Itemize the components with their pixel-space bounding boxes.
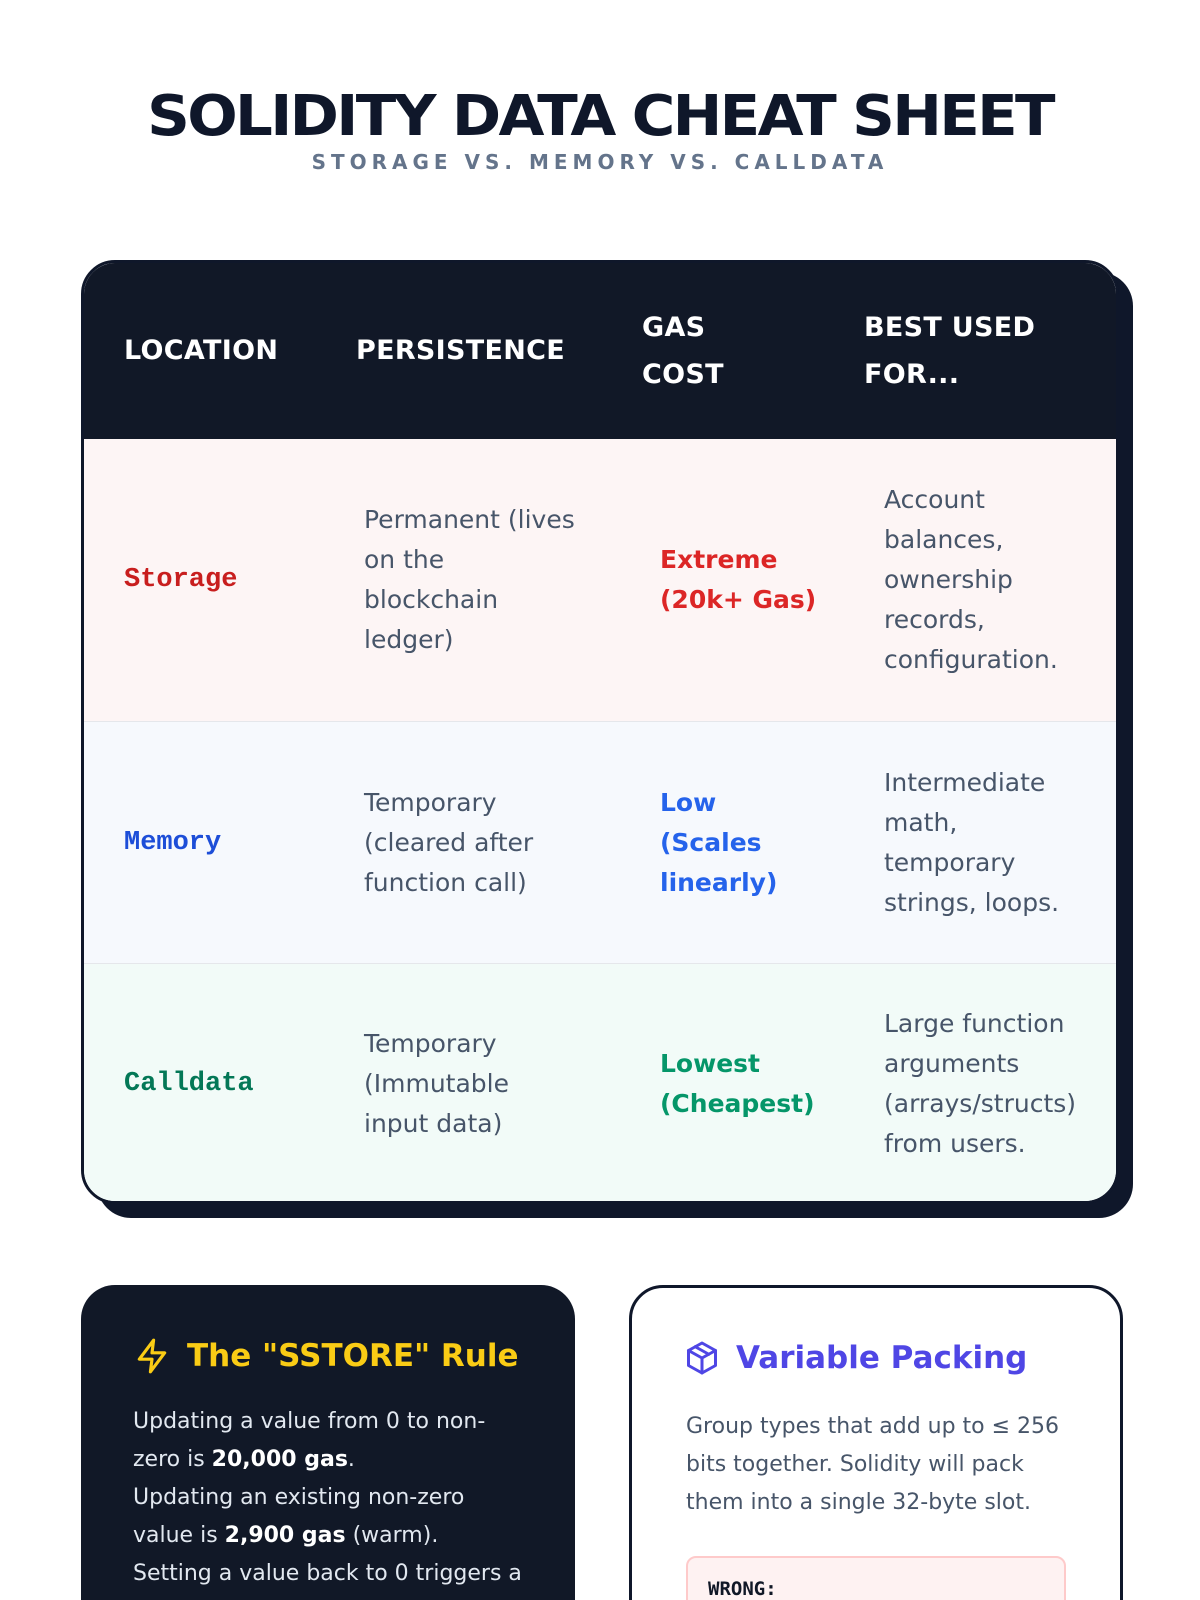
gas-cost-cell [660,439,870,721]
persistence-line: function call) [364,867,527,897]
sstore-gas-value: 2,900 gas [224,1523,346,1548]
sstore-card-title: The "SSTORE" Rule [187,1338,519,1374]
wrong-example-box [686,1556,1066,1600]
sstore-line: Setting a value back to 0 triggers a [133,1561,522,1586]
packing-line: Group types that add up to ≤ 256 [686,1414,1060,1439]
best-used-line: balances, [884,525,1004,554]
best-used-line: from users. [884,1128,1026,1158]
comparison-table [81,260,1119,1204]
gas-cost-line: Lowest [660,1048,760,1078]
persistence-cell [364,439,604,721]
gas-cost-line: (20k+ Gas) [660,585,817,614]
column-header-gas-cost [642,304,724,398]
best-used-line: strings, loops. [884,887,1060,917]
best-used-line: Large function [884,1008,1065,1038]
persistence-line: (Immutable [364,1068,509,1098]
page-title: SOLIDITY DATA CHEAT SHEET [147,84,1053,149]
persistence-line: blockchain [364,585,499,614]
packing-card-title: Variable Packing [736,1340,1028,1376]
best-used-line: math, [884,807,958,837]
sstore-rule-card [81,1285,575,1600]
column-header-location-label: LOCATION [124,335,279,366]
sstore-line: Updating a value from 0 to non- [133,1409,486,1434]
best-used-cell [884,722,1104,963]
column-header-gas-cost-line1: GAS [642,312,706,343]
best-used-line: temporary [884,847,1016,877]
persistence-cell [364,722,604,963]
location-cell [124,722,344,963]
location-cell [124,439,344,721]
persistence-line: input data) [364,1108,503,1138]
column-header-persistence-label: PERSISTENCE [356,335,565,366]
packing-card-body [686,1408,1059,1522]
table-row-storage [84,439,1116,721]
table-row-memory [84,721,1116,963]
sstore-card-header [133,1337,519,1375]
best-used-line: ownership [884,565,1013,594]
variable-packing-card [629,1285,1123,1600]
best-used-line: records, [884,605,985,634]
column-header-best-used-for [864,304,1035,398]
persistence-cell [364,964,604,1203]
sstore-text: (warm). [345,1523,439,1548]
sstore-line [133,1441,522,1479]
packing-line: them into a single 32-byte slot. [686,1490,1031,1515]
lightning-bolt-icon [133,1337,171,1375]
column-header-best-used-line1: BEST USED [864,312,1036,343]
sstore-line [133,1517,522,1555]
column-header-location [124,327,278,374]
cube-icon [684,1340,720,1376]
location-storage: Storage [124,565,238,595]
location-calldata: Calldata [124,1068,254,1099]
sstore-gas-value: 20,000 gas [211,1447,348,1472]
table-header [84,263,1116,439]
best-used-line: configuration. [884,645,1058,674]
persistence-line: Temporary [364,1028,497,1058]
column-header-gas-cost-line2: COST [642,359,724,390]
sstore-text: zero is [133,1447,212,1472]
persistence-line: Permanent (lives [364,505,575,534]
persistence-line: ledger) [364,625,454,654]
page-subtitle: STORAGE VS. MEMORY VS. CALLDATA [311,150,889,174]
sstore-line: Updating an existing non-zero [133,1485,465,1510]
gas-cost-cell [660,722,870,963]
packing-card-header [684,1340,1027,1376]
persistence-line: Temporary [364,787,497,817]
gas-cost-cell [660,964,870,1203]
table-row-calldata [84,963,1116,1203]
gas-cost-line: Low [660,787,717,817]
sstore-card-body [133,1403,522,1593]
gas-cost-line: linearly) [660,867,778,897]
best-used-line: (arrays/structs) [884,1088,1077,1118]
location-cell [124,964,344,1203]
packing-line: bits together. Solidity will pack [686,1452,1024,1477]
gas-cost-line: (Cheapest) [660,1088,815,1118]
best-used-line: arguments [884,1048,1020,1078]
best-used-line: Account [884,485,985,514]
gas-cost-line: Extreme [660,545,778,574]
sstore-text: value is [133,1523,225,1548]
location-memory: Memory [124,827,222,858]
best-used-cell [884,964,1104,1203]
sstore-text: . [347,1447,355,1472]
best-used-cell [884,439,1104,721]
wrong-label: WRONG: [708,1578,777,1600]
column-header-best-used-line2: FOR... [864,359,960,390]
gas-cost-line: (Scales [660,827,762,857]
column-header-persistence [356,327,565,374]
best-used-line: Intermediate [884,767,1046,797]
persistence-line: (cleared after [364,827,534,857]
persistence-line: on the [364,545,445,574]
